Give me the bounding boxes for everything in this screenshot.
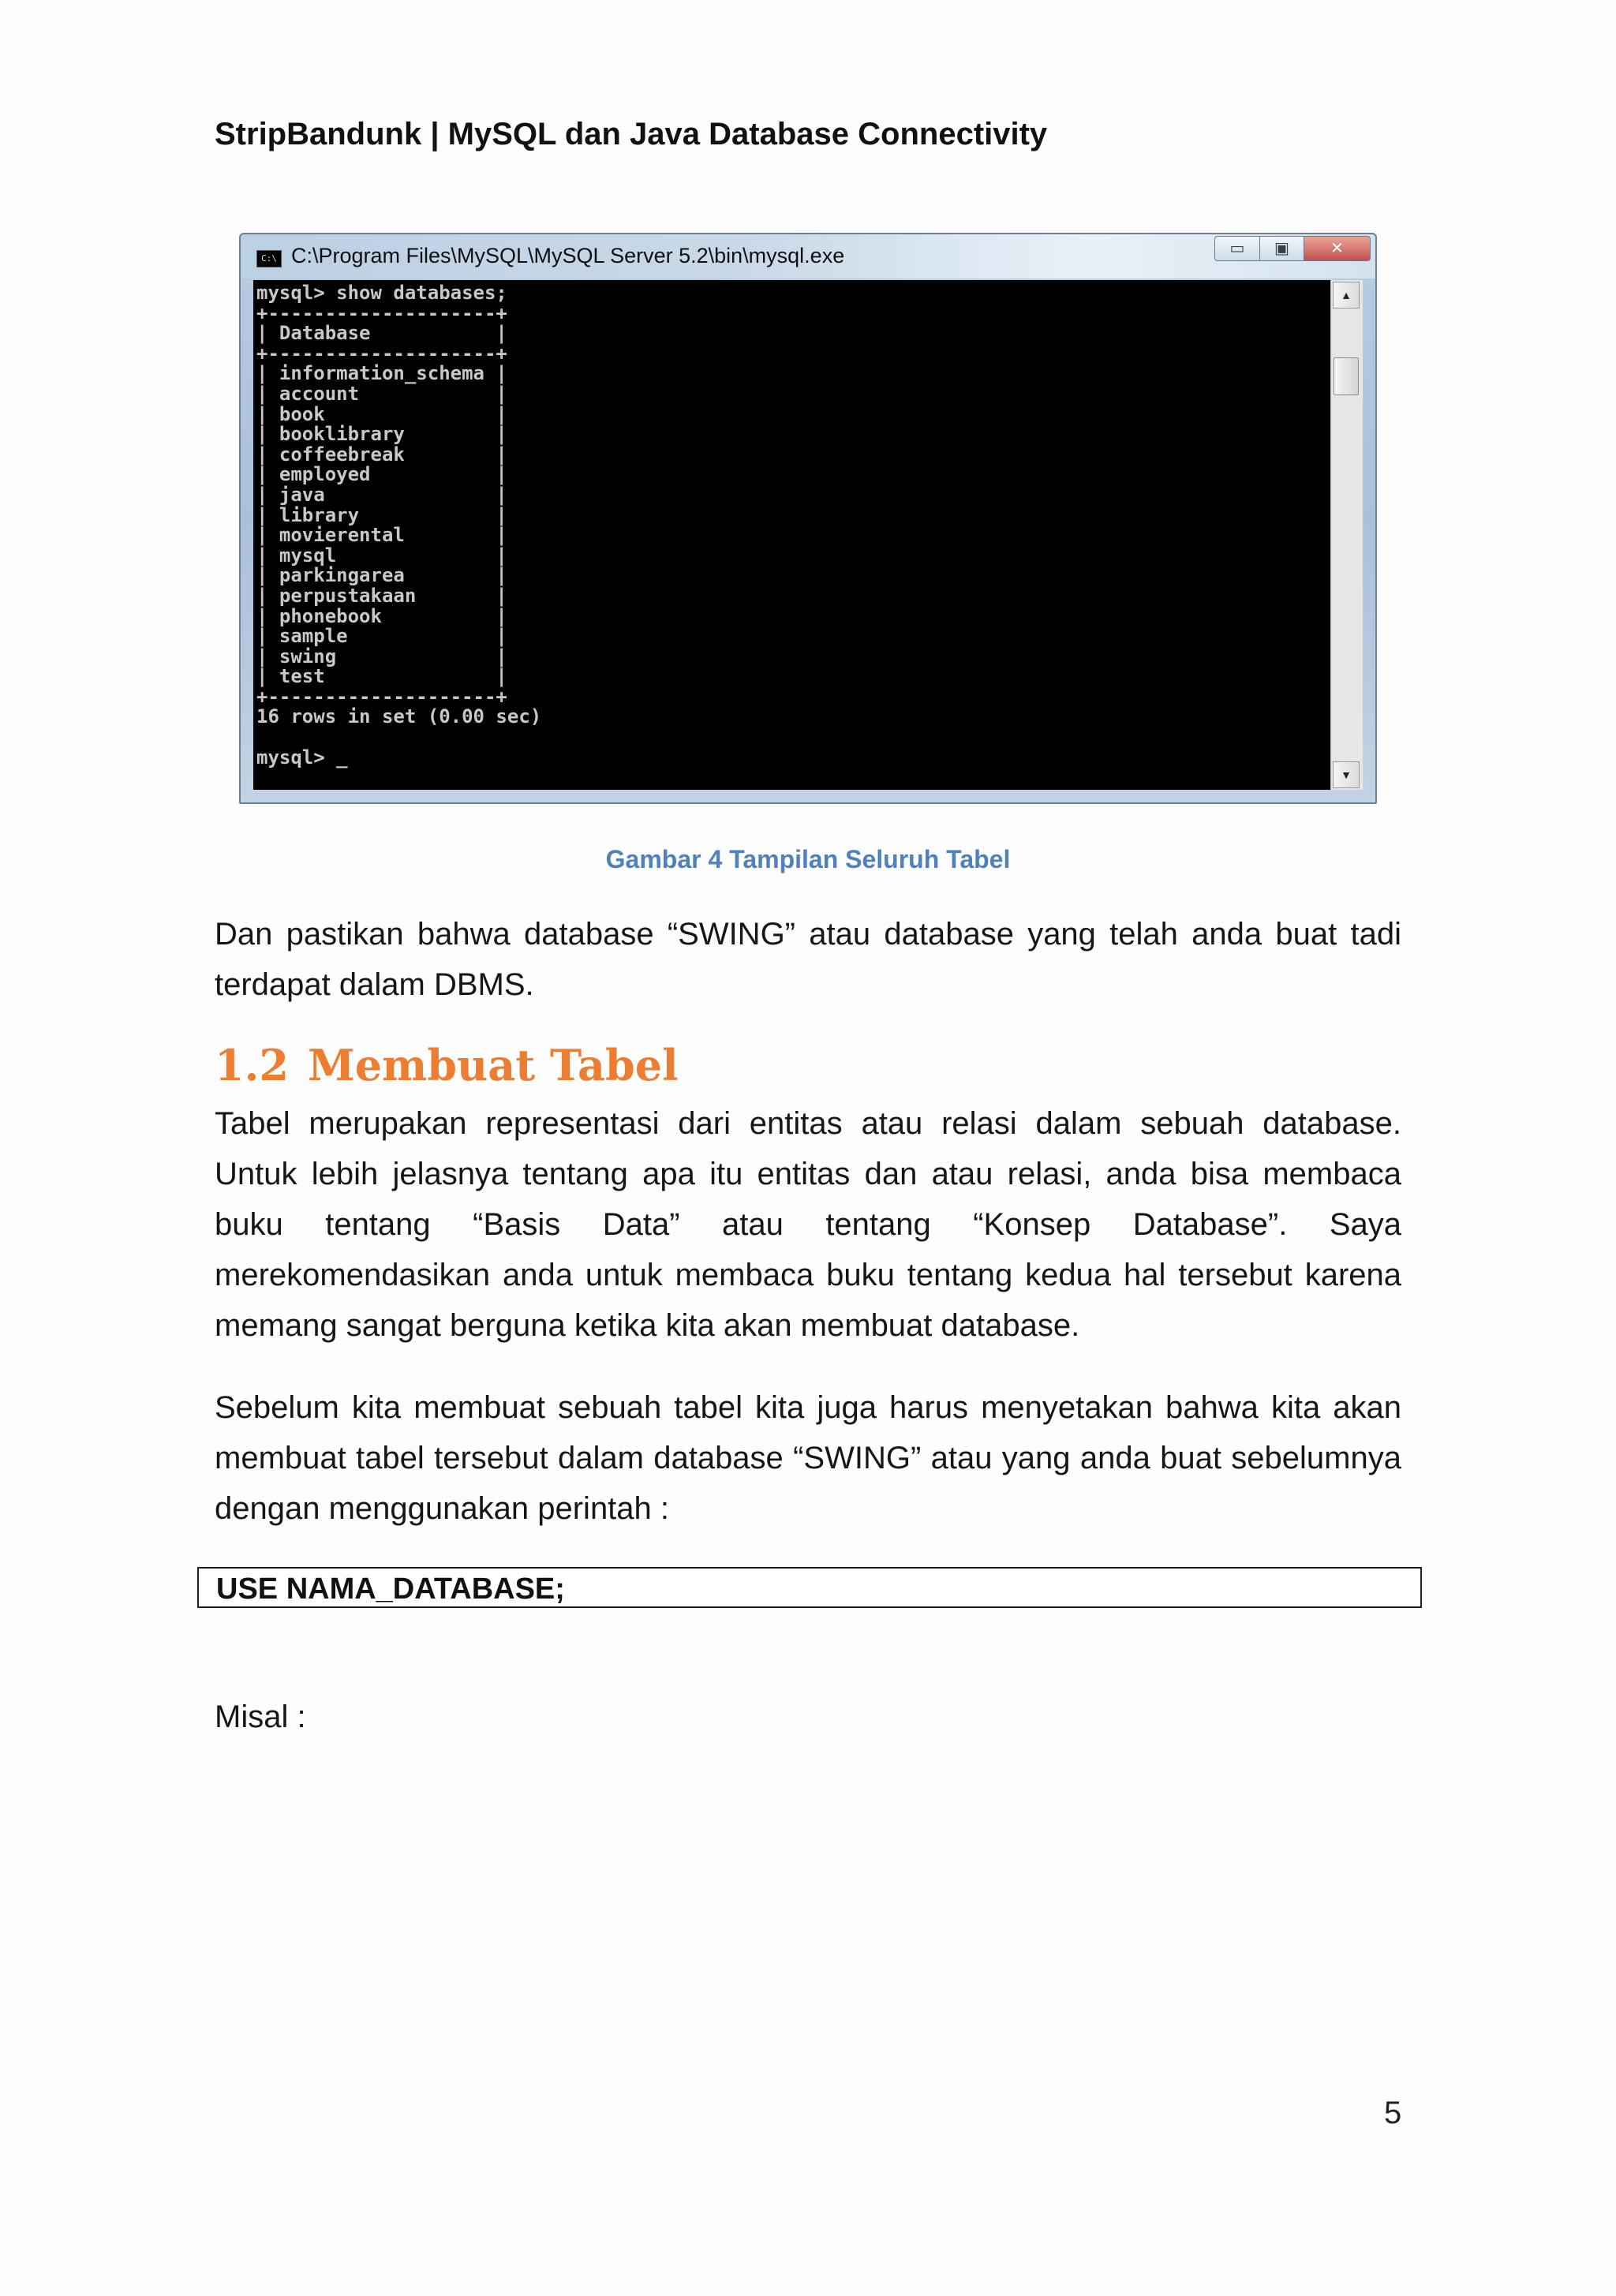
console-scrollbar: [1330, 280, 1363, 790]
minimize-icon: ▭: [1214, 236, 1260, 261]
paragraph-3: Sebelum kita membuat sebuah tabel kita juga harus menyetakan bahwa kita akan membuat tabel tersebut dalam database “SWING” atau yang anda buat sebelumnya dengan menggunakan perintah :: [215, 1390, 1401, 1526]
section-heading: [215, 1040, 679, 1090]
mysql-console-screenshot: [239, 233, 1377, 804]
code-statement: USE NAMA_DATABASE;: [216, 1572, 565, 1606]
console-output: mysql> show databases; +--------------------+ | Database | +--------------------+ | information_schema | | account | | book | | booklibrary | | coffeebreak | | employed | | java | | library | | movierental | | mysql | | parkingarea | | perpustakaan | | phonebook | | sample | | swing | | test | +--------------------+ 16 rows in set (0.00 sec) mysql> _: [256, 282, 542, 768]
figure-caption: Gambar 4 Tampilan Seluruh Tabel: [605, 845, 1011, 873]
console-window-title: C:\Program Files\MySQL\MySQL Server 5.2\bin\mysql.exe: [291, 244, 845, 267]
scroll-up-arrow-icon: ▲: [1333, 282, 1360, 309]
console-titlebar: [241, 234, 1375, 279]
running-header: StripBandunk | MySQL dan Java Database Connectivity: [215, 117, 1048, 151]
maximize-icon: ▣: [1260, 236, 1304, 261]
console-area: [253, 280, 1331, 790]
scroll-thumb: [1334, 357, 1359, 395]
close-icon: ✕: [1304, 236, 1371, 261]
paragraph-1: Dan pastikan bahwa database “SWING” atau database yang telah anda buat tadi terdapat dalam DBMS.: [215, 917, 1401, 1002]
window-controls: [1214, 236, 1371, 263]
page-number: 5: [1384, 2096, 1402, 2130]
example-label: Misal :: [215, 1700, 306, 1734]
console-app-icon: C:\: [256, 250, 282, 267]
code-box: [197, 1567, 1422, 1608]
section-number: 1.2: [215, 1040, 289, 1090]
scroll-down-arrow-icon: ▼: [1333, 761, 1360, 788]
paragraph-2: Tabel merupakan representasi dari entitas atau relasi dalam sebuah database. Untuk lebih jelasnya tentang apa itu entitas dan atau relasi, anda bisa membaca buku tentang “Basis Data” atau tentang “Konsep Database”. Saya merekomendasikan anda untuk membaca buku tentang kedua hal tersebut karena memang sangat berguna ketika kita akan membuat database.: [215, 1106, 1401, 1343]
section-title: Membuat Tabel: [308, 1040, 679, 1090]
